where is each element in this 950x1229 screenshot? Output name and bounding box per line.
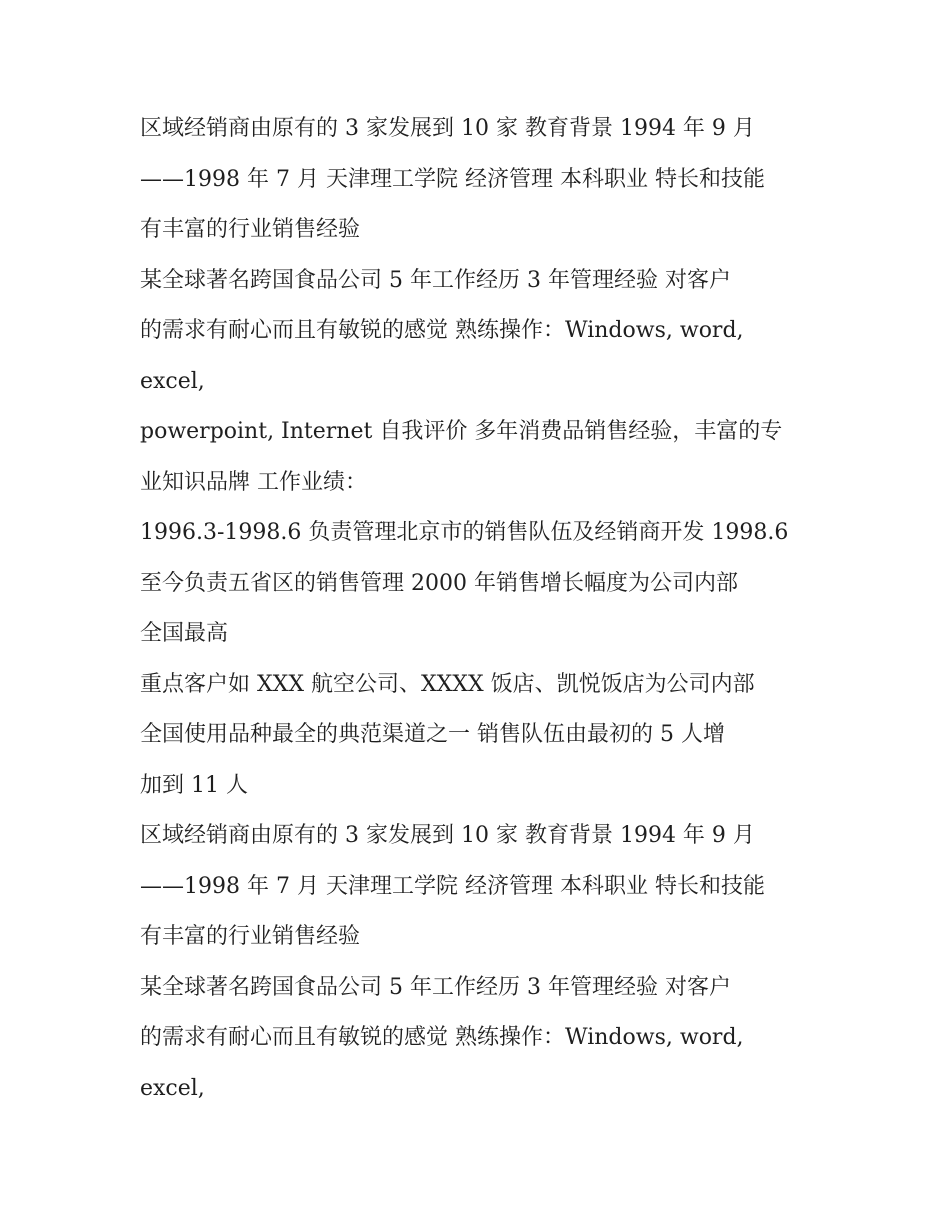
text-line: powerpoint, Internet 自我评价 多年消费品销售经验，丰富的专 [140, 419, 783, 444]
text-line: 1996.3-1998.6 负责管理北京市的销售队伍及经销商开发 1998.6 [140, 520, 789, 545]
text-line: 的需求有耐心而且有敏锐的感觉 熟练操作：Windows, word, [140, 1025, 744, 1050]
text-line: 的需求有耐心而且有敏锐的感觉 熟练操作：Windows, word, [140, 318, 744, 343]
text-line: 某全球著名跨国食品公司 5 年工作经历 3 年管理经验 对客户 [140, 974, 731, 1000]
text-line: 加到 11 人 [140, 772, 248, 798]
text-line: 有丰富的行业销售经验 [140, 924, 361, 949]
text-line: 区域经销商由原有的 3 家发展到 10 家 教育背景 1994 年 9 月 [140, 116, 755, 141]
text-line: 至今负责五省区的销售管理 2000 年销售增长幅度为公司内部 [140, 570, 738, 596]
text-line: 业知识品牌 工作业绩： [140, 469, 367, 495]
text-line: 有丰富的行业销售经验 [140, 217, 361, 242]
text-line: 区域经销商由原有的 3 家发展到 10 家 教育背景 1994 年 9 月 [140, 823, 755, 848]
text-line: 全国最高 [140, 621, 229, 646]
text-line: ——1998 年 7 月 天津理工学院 经济管理 本科职业 特长和技能 [140, 873, 765, 899]
text-line: 重点客户如 XXX 航空公司、XXXX 饭店、凯悦饭店为公司内部 [140, 671, 755, 697]
text-line: 全国使用品种最全的典范渠道之一 销售队伍由最初的 5 人增 [140, 722, 725, 747]
text-line: 某全球著名跨国食品公司 5 年工作经历 3 年管理经验 对客户 [140, 267, 731, 293]
document-body [140, 104, 820, 1114]
text-line: ——1998 年 7 月 天津理工学院 经济管理 本科职业 特长和技能 [140, 166, 765, 192]
text-line: excel, [140, 1075, 205, 1101]
text-line: excel, [140, 368, 205, 394]
